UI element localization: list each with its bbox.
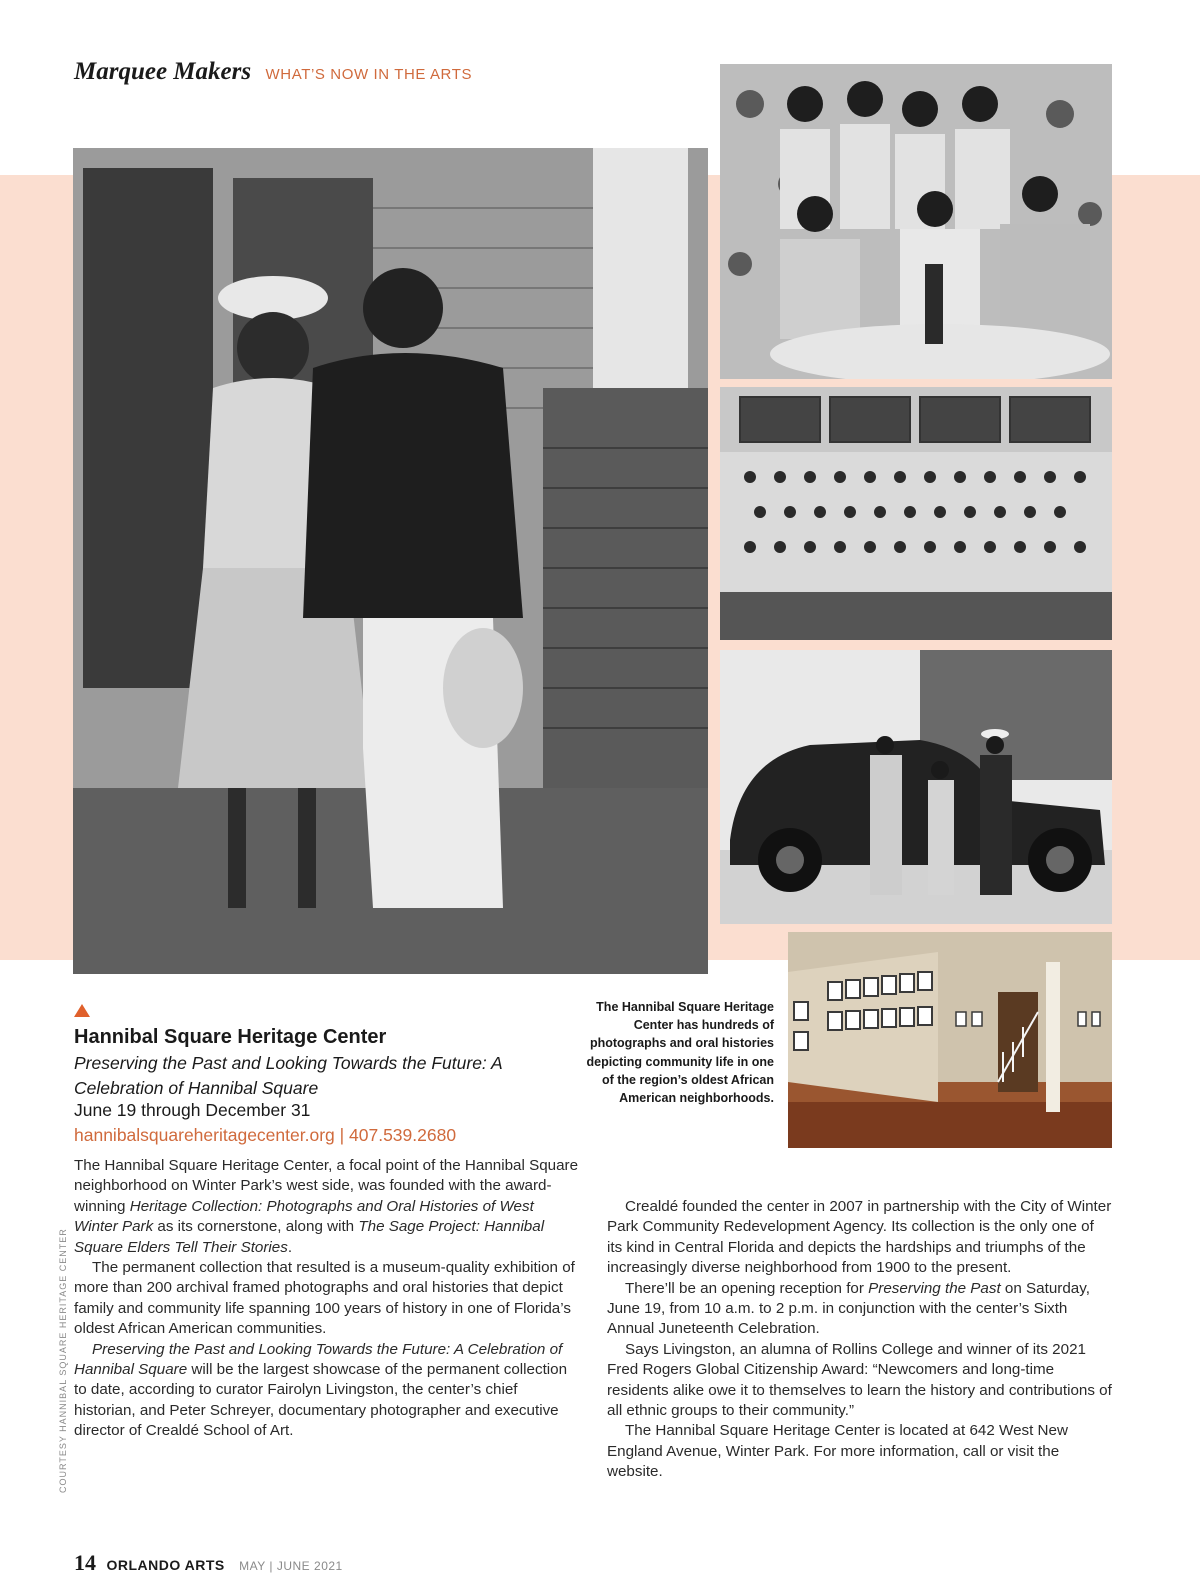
magazine-name: ORLANDO ARTS (106, 1557, 225, 1573)
class-photo (720, 387, 1112, 640)
paragraph: The Hannibal Square Heritage Center is located at 642 West New England Avenue, Winter Park. For more information, call or visit the website. (607, 1422, 1068, 1481)
italic-title: Preserving the Past and Looking Towards the Future: A Celebration of Hannibal Square (74, 1340, 563, 1379)
photo-caption: The Hannibal Square Heritage Center has hundreds of photographs and oral histories depicting community life in one of the region’s oldest African American neighborhoods. (586, 1000, 774, 1106)
paragraph (607, 1279, 1112, 1340)
section-kicker: WHAT’S NOW IN THE ARTS (265, 66, 473, 83)
body-column-2 (607, 1197, 1112, 1483)
paragraph (74, 1340, 579, 1442)
paragraph: Crealdé founded the center in 2007 in partnership with the City of Winter Park Community Redevelopment Agency. Its collection is the only one of its kind in Central Florida and depicts the hardships and triumphs of the increasingly diverse neighborhood from 1900 to the present. (607, 1198, 1112, 1277)
accent-triangle-icon (74, 1004, 90, 1017)
paragraph: Says Livingston, an alumna of Rollins College and winner of its 2021 Fred Rogers Global Citizenship Award: “Newcomers and long-time residents alike owe it to themselves to learn the history and contributions of all ethnic groups to their community.” (607, 1340, 1112, 1420)
text-span: The Hannibal Square Heritage Center, a focal point of the Hannibal Square neighborhood on Winter Park’s west side, was founded with the award-winning (74, 1157, 579, 1215)
italic-title: The Sage Project: Hannibal Square Elders Tell Their Stories (74, 1218, 545, 1256)
couple-photo (73, 148, 708, 974)
page-header (74, 58, 472, 86)
photo-credit: COURTESY HANNIBAL SQUARE HERITAGE CENTER (58, 1228, 68, 1493)
feature-dates: June 19 through December 31 (74, 1100, 311, 1120)
section-title: Marquee Makers (74, 58, 252, 85)
italic-title: Preserving the Past (868, 1279, 1001, 1297)
text-span: will be the largest showcase of the permanent collection to date, according to curator Fairolyn Livingston, the center’s chief historian, and Peter Schreyer, documentary photographer and executive director of Crealdé School of Art. (74, 1361, 568, 1440)
italic-title: Heritage Collection: Photographs and Oral Histories of West Winter Park (74, 1197, 534, 1236)
issue-date: MAY | JUNE 2021 (239, 1559, 343, 1573)
band-photo (720, 64, 1112, 379)
page-footer (74, 1550, 343, 1576)
feature-subtitle: Preserving the Past and Looking Towards the Future: A Celebration of Hannibal Square (74, 1053, 503, 1098)
gallery-photo (788, 932, 1112, 1148)
text-span: as its cornerstone, along with (153, 1218, 359, 1236)
paragraph: The permanent collection that resulted is a museum-quality exhibition of more than 200 archival framed photographs and oral histories that depict family and community life spanning 100 years of history in one of Florida’s oldest African American communities. (74, 1259, 575, 1338)
text-span: There’ll be an opening reception for (625, 1279, 869, 1297)
car-photo (720, 650, 1112, 924)
paragraph (74, 1156, 579, 1258)
text-span: . (287, 1238, 293, 1256)
feature-title: Hannibal Square Heritage Center (74, 1026, 387, 1048)
text-span: on Saturday, June 19, from 10 a.m. to 2 p.m. in conjunction with the center’s Sixth Annual Juneteenth Celebration. (607, 1279, 1090, 1338)
body-column-1 (74, 1156, 579, 1442)
page-number: 14 (74, 1550, 96, 1575)
feature-contact-link[interactable]: hannibalsquareheritagecenter.org | 407.539.2680 (74, 1125, 457, 1145)
